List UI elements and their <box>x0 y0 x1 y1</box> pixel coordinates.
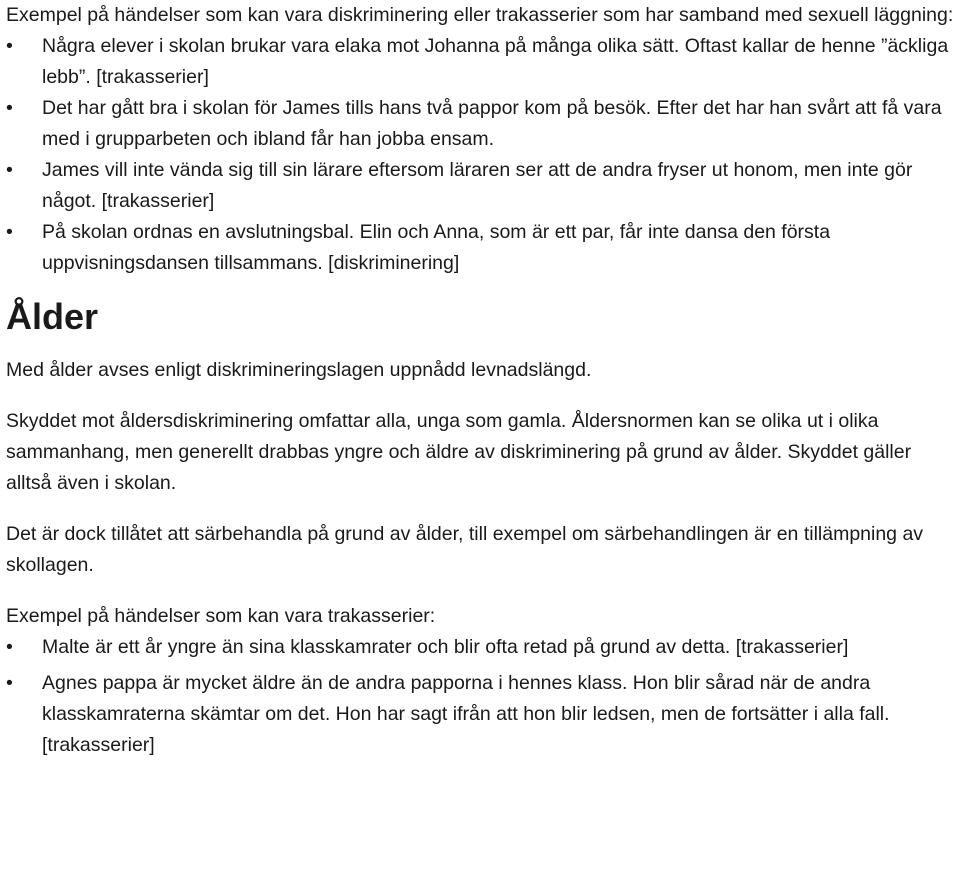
list-item-text: James vill inte vända sig till sin lärare eftersom läraren ser att de andra fryser ut honom, men inte gör något. [trakasserier] <box>42 159 913 212</box>
examples-intro-paragraph: Exempel på händelser som kan vara trakasserier: <box>6 605 436 627</box>
bullet-icon: • <box>6 97 13 119</box>
list-item-text: På skolan ordnas en avslutningsbal. Elin och Anna, som är ett par, får inte dansa den första uppvisningsdansen tillsammans. [diskriminering] <box>42 221 831 274</box>
section-heading-age: Ålder <box>6 296 99 337</box>
age-protection-paragraph: Skyddet mot åldersdiskriminering omfattar alla, unga som gamla. Åldersnormen kan se olika ut i olika sammanhang, men generellt drabbas yngre och äldre av diskriminering på grund av ålder. Skyddet gäller alltså även i skolan. <box>6 410 912 494</box>
list-item-text: Malte är ett år yngre än sina klasskamrater och blir ofta retad på grund av detta. [trakasserier] <box>42 636 849 658</box>
sexual-orientation-examples-list <box>6 31 956 279</box>
bullet-icon: • <box>6 35 13 57</box>
bullet-icon: • <box>6 221 13 243</box>
age-allowed-paragraph: Det är dock tillåtet att särbehandla på grund av ålder, till exempel om särbehandlingen är en tillämpning av skollagen. <box>6 523 924 576</box>
document-page <box>6 0 956 761</box>
list-item <box>6 93 956 155</box>
bullet-icon: • <box>6 672 13 694</box>
list-item-text: Agnes pappa är mycket äldre än de andra papporna i hennes klass. Hon blir sårad när de andra klasskamraterna skämtar om det. Hon har sagt ifrån att hon blir ledsen, men de fortsätter i alla fall. [trakasserier] <box>42 672 890 756</box>
list-item <box>6 31 956 93</box>
age-definition-paragraph: Med ålder avses enligt diskrimineringslagen uppnådd levnadslängd. <box>6 359 592 381</box>
list-item <box>6 632 956 663</box>
list-item <box>6 217 956 279</box>
age-harassment-examples-list <box>6 632 956 761</box>
list-item-text: Några elever i skolan brukar vara elaka mot Johanna på många olika sätt. Oftast kallar de henne ”äckliga lebb”. [trakasserier] <box>42 35 949 88</box>
list-item <box>6 668 956 761</box>
list-item <box>6 155 956 217</box>
intro-paragraph: Exempel på händelser som kan vara diskriminering eller trakasserier som har samband med sexuell läggning: <box>6 4 954 26</box>
bullet-icon: • <box>6 636 13 658</box>
bullet-icon: • <box>6 159 13 181</box>
list-item-text: Det har gått bra i skolan för James tills hans två pappor kom på besök. Efter det har han svårt att få vara med i grupparbeten och ibland får han jobba ensam. <box>42 97 942 150</box>
